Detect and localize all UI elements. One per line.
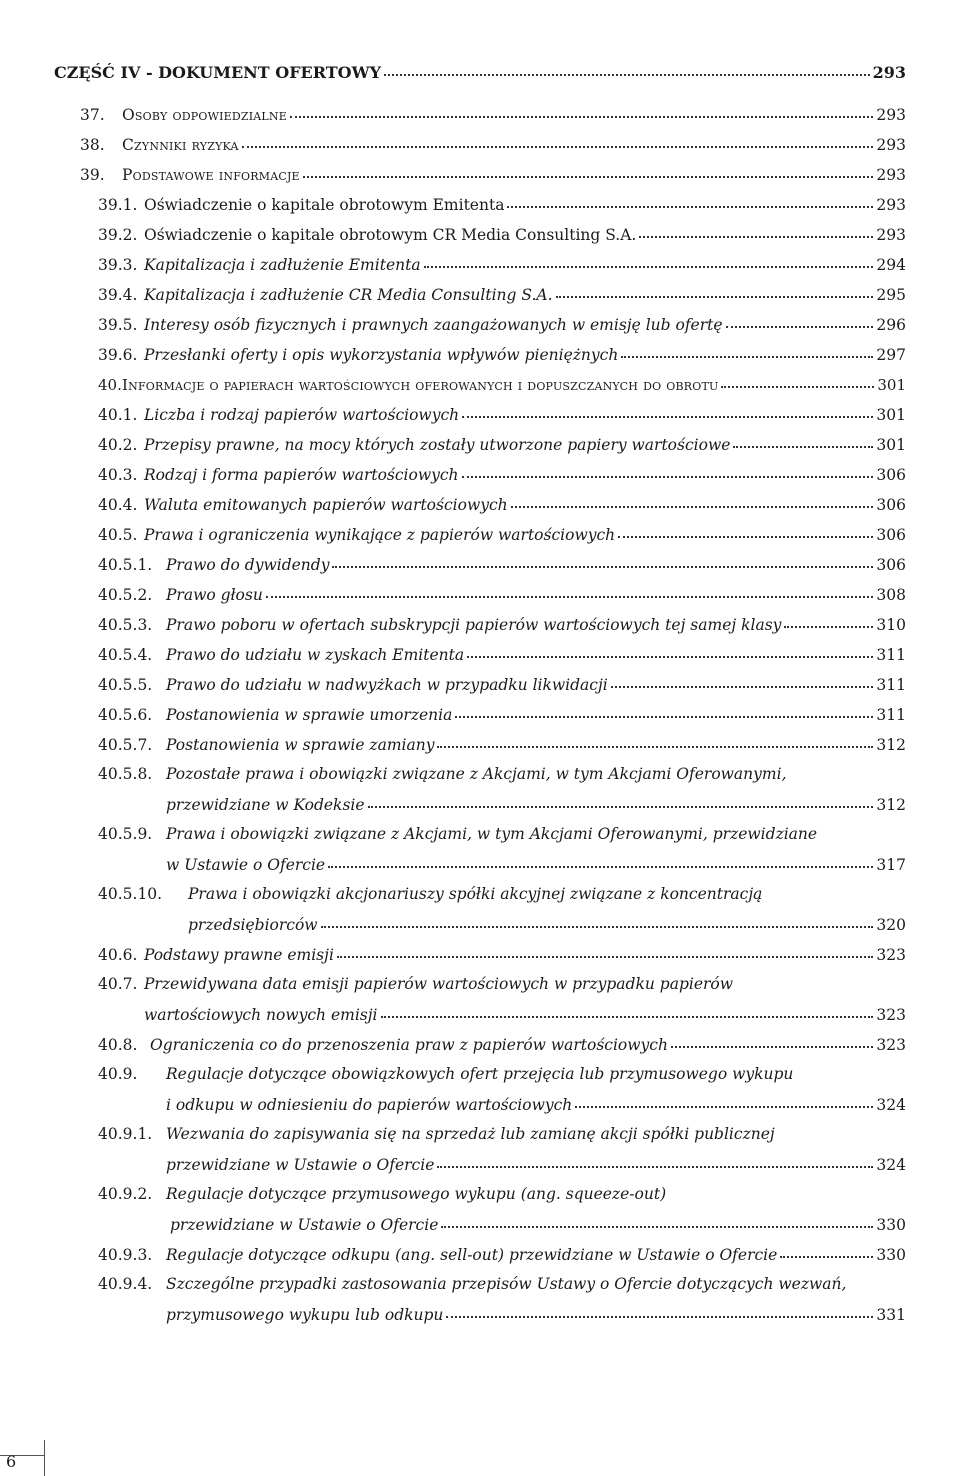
toc-entry-page: 330 [876,1216,906,1234]
toc-entry-page: 323 [876,1036,906,1054]
toc-entry[interactable] [170,1214,906,1235]
toc-leader [575,1092,873,1108]
toc-entry-title: przymusowego wykupu lub odkupu [166,1306,444,1324]
toc-entry-page: 306 [876,556,906,574]
toc-entry[interactable] [98,464,906,485]
toc-leader [462,402,873,418]
toc-entry-page: 310 [876,616,906,634]
footer-vertical-rule [44,1440,45,1476]
toc-entry-page: 301 [876,406,906,424]
toc-entry-title: Podstawowe informacje [122,166,300,184]
toc-entry-number: 40.5.10. [98,885,163,903]
toc-entry-page: 312 [876,796,906,814]
toc-entry-number: 40.9.1. [98,1125,153,1143]
toc-entry[interactable] [98,254,906,275]
toc-leader [733,432,873,448]
toc-entry[interactable] [98,224,906,245]
toc-leader [618,522,873,538]
toc-entry[interactable] [98,194,906,215]
toc-leader [455,702,873,718]
toc-entry-title: Osoby odpowiedzialne [122,106,287,124]
toc-entry-title-line1: Regulacje dotyczące przymusowego wykupu (ang. squeeze-out) [166,1185,667,1203]
toc-entry-number: 40.5.8. [98,765,153,783]
toc-leader [780,1242,873,1258]
toc-entry-title: Prawo głosu [166,586,263,604]
toc-entry-title: w Ustawie o Ofercie [166,856,326,874]
toc-entry-title: wartościowych nowych emisji [144,1006,378,1024]
toc-entry-page: 306 [876,466,906,484]
toc-entry-title: Przesłanki oferty i opis wykorzystania wpływów pieniężnych [144,346,619,364]
toc-entry[interactable] [98,1034,906,1055]
toc-entry-title: przedsiębiorców [188,916,318,934]
toc-entry-page: 295 [876,286,906,304]
toc-entry-page: 331 [876,1306,906,1324]
toc-entry-page: 293 [876,106,906,124]
toc-entry[interactable] [80,134,906,155]
toc-entry-title: Kapitalizacja i zadłużenie Emitenta [144,256,421,274]
toc-leader [290,102,873,118]
toc-leader [639,222,873,238]
toc-entry[interactable] [98,404,906,425]
toc-leader [446,1302,873,1318]
toc-entry-title: Waluta emitowanych papierów wartościowych [144,496,508,514]
toc-entry-page: 293 [876,226,906,244]
toc-entry-number: 40.5.7. [98,736,153,754]
toc-entry-number: 39.1. [98,196,138,214]
toc-entry-title: przewidziane w Ustawie o Ofercie [166,1156,435,1174]
toc-leader [384,60,870,76]
toc-entry-title-line1: Szczególne przypadki zastosowania przepisów Ustawy o Ofercie dotyczących wezwań, [166,1275,847,1293]
toc-entry[interactable] [80,104,906,125]
toc-entry-title: przewidziane w Ustawie o Ofercie [170,1216,439,1234]
toc-leader [507,192,873,208]
toc-entry-title: Prawa i ograniczenia wynikające z papierów wartościowych [144,526,616,544]
toc-entry[interactable] [166,1154,906,1175]
toc-entry-number: 40.9.4. [98,1275,153,1293]
toc-entry-page: 324 [876,1096,906,1114]
toc-entry-number: 37. [80,106,105,124]
toc-entry-page: 311 [876,706,906,724]
toc-entry-number: 39. [80,166,105,184]
toc-entry-title: Liczba i rodzaj papierów wartościowych [144,406,460,424]
toc-entry-title: Oświadczenie o kapitale obrotowym Emitenta [144,196,505,214]
toc-entry-page: 306 [876,526,906,544]
toc-entry[interactable] [98,494,906,515]
toc-entry[interactable] [98,584,906,605]
toc-entry-first-line [98,764,787,784]
toc-entry-page: 324 [876,1156,906,1174]
toc-entry-title: Postanowienia w sprawie umorzenia [166,706,453,724]
toc-entry[interactable] [98,674,906,695]
toc-entry-page: 317 [876,856,906,874]
toc-entry-first-line [98,974,733,994]
toc-entry-number: 40.9. [98,1065,138,1083]
toc-entry-page: 311 [876,676,906,694]
toc-leader [266,582,874,598]
toc-entry-title: Czynniki ryzyka [122,136,239,154]
toc-entry-number: 40.1. [98,406,138,424]
toc-entry-page: 323 [876,1006,906,1024]
toc-entry[interactable] [166,1304,906,1325]
page-number: 6 [6,1452,17,1471]
toc-entry-first-line [98,824,817,844]
toc-entry[interactable] [188,914,906,935]
toc-entry-title-line1: Prawa i obowiązki związane z Akcjami, w tym Akcjami Oferowanymi, przewidziane [166,825,818,843]
toc-entry-title-line1: Wezwania do zapisywania się na sprzedaż lub zamianę akcji spółki publicznej [166,1125,775,1143]
toc-leader [437,732,873,748]
toc-leader [784,612,873,628]
toc-entry[interactable] [98,554,906,575]
toc-entry-page: 296 [876,316,906,334]
toc-leader [321,912,874,928]
toc-entry-page: 293 [876,196,906,214]
toc-leader [726,312,874,328]
toc-entry-number: 39.2. [98,226,138,244]
toc-entry-title: Interesy osób fizycznych i prawnych zaangażowanych w emisję lub ofertę [144,316,723,334]
toc-entry-number: 40. [98,376,122,394]
toc-leader [462,462,874,478]
toc-entry-number: 40.7. [98,975,138,993]
toc-leader [556,282,874,298]
toc-entry-title-line1: Regulacje dotyczące obowiązkowych ofert przejęcia lub przymusowego wykupu [166,1065,794,1083]
toc-part-title: CZĘŚĆ IV - DOKUMENT OFERTOWY [54,63,381,82]
toc-leader [621,342,873,358]
toc-entry-title: Oświadczenie o kapitale obrotowym CR Media Consulting S.A. [144,226,637,244]
toc-entry[interactable] [166,794,906,815]
toc-entry-title: i odkupu w odniesieniu do papierów wartościowych [166,1096,573,1114]
toc-entry-first-line [98,1064,793,1084]
toc-entry-first-line [98,884,762,904]
toc-entry-number: 39.4. [98,286,138,304]
toc-entry-number: 40.6. [98,946,138,964]
toc-entry[interactable] [98,1244,906,1265]
toc-leader [441,1212,873,1228]
toc-entry-title: Prawo do udziału w nadwyżkach w przypadku likwidacji [166,676,608,694]
toc-entry-page: 297 [876,346,906,364]
toc-entry-number: 39.6. [98,346,138,364]
toc-entry[interactable] [166,854,906,875]
toc-entry-first-line [98,1124,775,1144]
toc-entry-page: 293 [876,136,906,154]
toc-entry[interactable] [98,734,906,755]
toc-leader [381,1002,874,1018]
toc-entry-number: 40.2. [98,436,138,454]
toc-entry-title: Przepisy prawne, na mocy których zostały utworzone papiery wartościowe [144,436,731,454]
toc-entry-title: Prawo do udziału w zyskach Emitenta [166,646,465,664]
toc-entry-page: 301 [876,436,906,454]
toc-entry[interactable] [98,944,906,965]
toc-entry-title-line1: Pozostałe prawa i obowiązki związane z Akcjami, w tym Akcjami Oferowanymi, [166,765,787,783]
toc-entry-number: 40.9.2. [98,1185,153,1203]
toc-entry-page: 308 [876,586,906,604]
toc-entry-first-line [98,1184,666,1204]
toc-entry-number: 40.5.3. [98,616,153,634]
toc-entry-number: 40.5.5. [98,676,153,694]
toc-leader [332,552,873,568]
toc-leader [511,492,874,508]
toc-entry[interactable] [98,644,906,665]
toc-part-heading[interactable] [54,62,906,83]
toc-entry[interactable] [98,284,906,305]
toc-leader [611,672,874,688]
toc-entry[interactable] [98,524,906,545]
toc-entry-title-line1: Prawa i obowiązki akcjonariuszy spółki akcyjnej związane z koncentracją [188,885,763,903]
toc-entry-number: 39.5. [98,316,138,334]
toc-leader [328,852,873,868]
toc-entry-number: 40.5.6. [98,706,153,724]
toc-entry-page: 320 [876,916,906,934]
toc-entry-title: Prawo do dywidendy [166,556,330,574]
toc-leader [337,942,874,958]
toc-entry-title-line1: Przewidywana data emisji papierów wartościowych w przypadku papierów [144,975,733,993]
toc-entry-number: 40.5.9. [98,825,153,843]
toc-leader [303,162,874,178]
toc-entry-page: 330 [876,1246,906,1264]
toc-entry-number: 40.4. [98,496,138,514]
toc-entry-title: Regulacje dotyczące odkupu (ang. sell-out) przewidziane w Ustawie o Ofercie [166,1246,778,1264]
toc-entry-title: Kapitalizacja i zadłużenie CR Media Consulting S.A. [144,286,553,304]
toc-entry[interactable] [80,164,906,185]
toc-entry-page: 301 [877,376,906,394]
toc-entry[interactable] [144,1004,906,1025]
toc-entry-title: Informacje o papierach wartościowych oferowanych i dopuszczanych do obrotu [122,376,719,394]
toc-entry[interactable] [98,374,906,395]
toc-entry-number: 40.5. [98,526,138,544]
toc-leader [424,252,874,268]
toc-entry-page: 293 [876,166,906,184]
toc-entry-title: Postanowienia w sprawie zamiany [166,736,435,754]
toc-entry[interactable] [98,344,906,365]
toc-entry-number: 38. [80,136,105,154]
toc-entry[interactable] [98,704,906,725]
toc-entry[interactable] [166,1094,906,1115]
toc-entry-title: Podstawy prawne emisji [144,946,334,964]
toc-leader [721,372,874,388]
toc-entry-title: Rodzaj i forma papierów wartościowych [144,466,459,484]
toc-entry-number: 40.5.1. [98,556,153,574]
toc-entry-page: 311 [876,646,906,664]
toc-entry-page: 323 [876,946,906,964]
toc-entry-number: 40.5.2. [98,586,153,604]
toc-entry-number: 39.3. [98,256,138,274]
toc-entry-page: 312 [876,736,906,754]
toc-entry[interactable] [98,314,906,335]
toc-entry[interactable] [98,434,906,455]
toc-entry-title: Prawo poboru w ofertach subskrypcji papierów wartościowych tej samej klasy [166,616,782,634]
toc-entry-number: 40.8. [98,1036,138,1054]
toc-entry-page: 306 [876,496,906,514]
toc-entry-first-line [98,1274,846,1294]
toc-leader [467,642,873,658]
toc-page-number: 293 [872,63,906,82]
toc-entry-number: 40.9.3. [98,1246,153,1264]
toc-leader [368,792,874,808]
toc-entry-title: przewidziane w Kodeksie [166,796,365,814]
toc-entry-number: 40.3. [98,466,138,484]
toc-entry-title: Ograniczenia co do przenoszenia praw z papierów wartościowych [150,1036,668,1054]
toc-leader [242,132,874,148]
toc-leader [671,1032,873,1048]
toc-entry-number: 40.5.4. [98,646,153,664]
toc-entry[interactable] [98,614,906,635]
toc-entry-page: 294 [876,256,906,274]
toc-leader [437,1152,873,1168]
